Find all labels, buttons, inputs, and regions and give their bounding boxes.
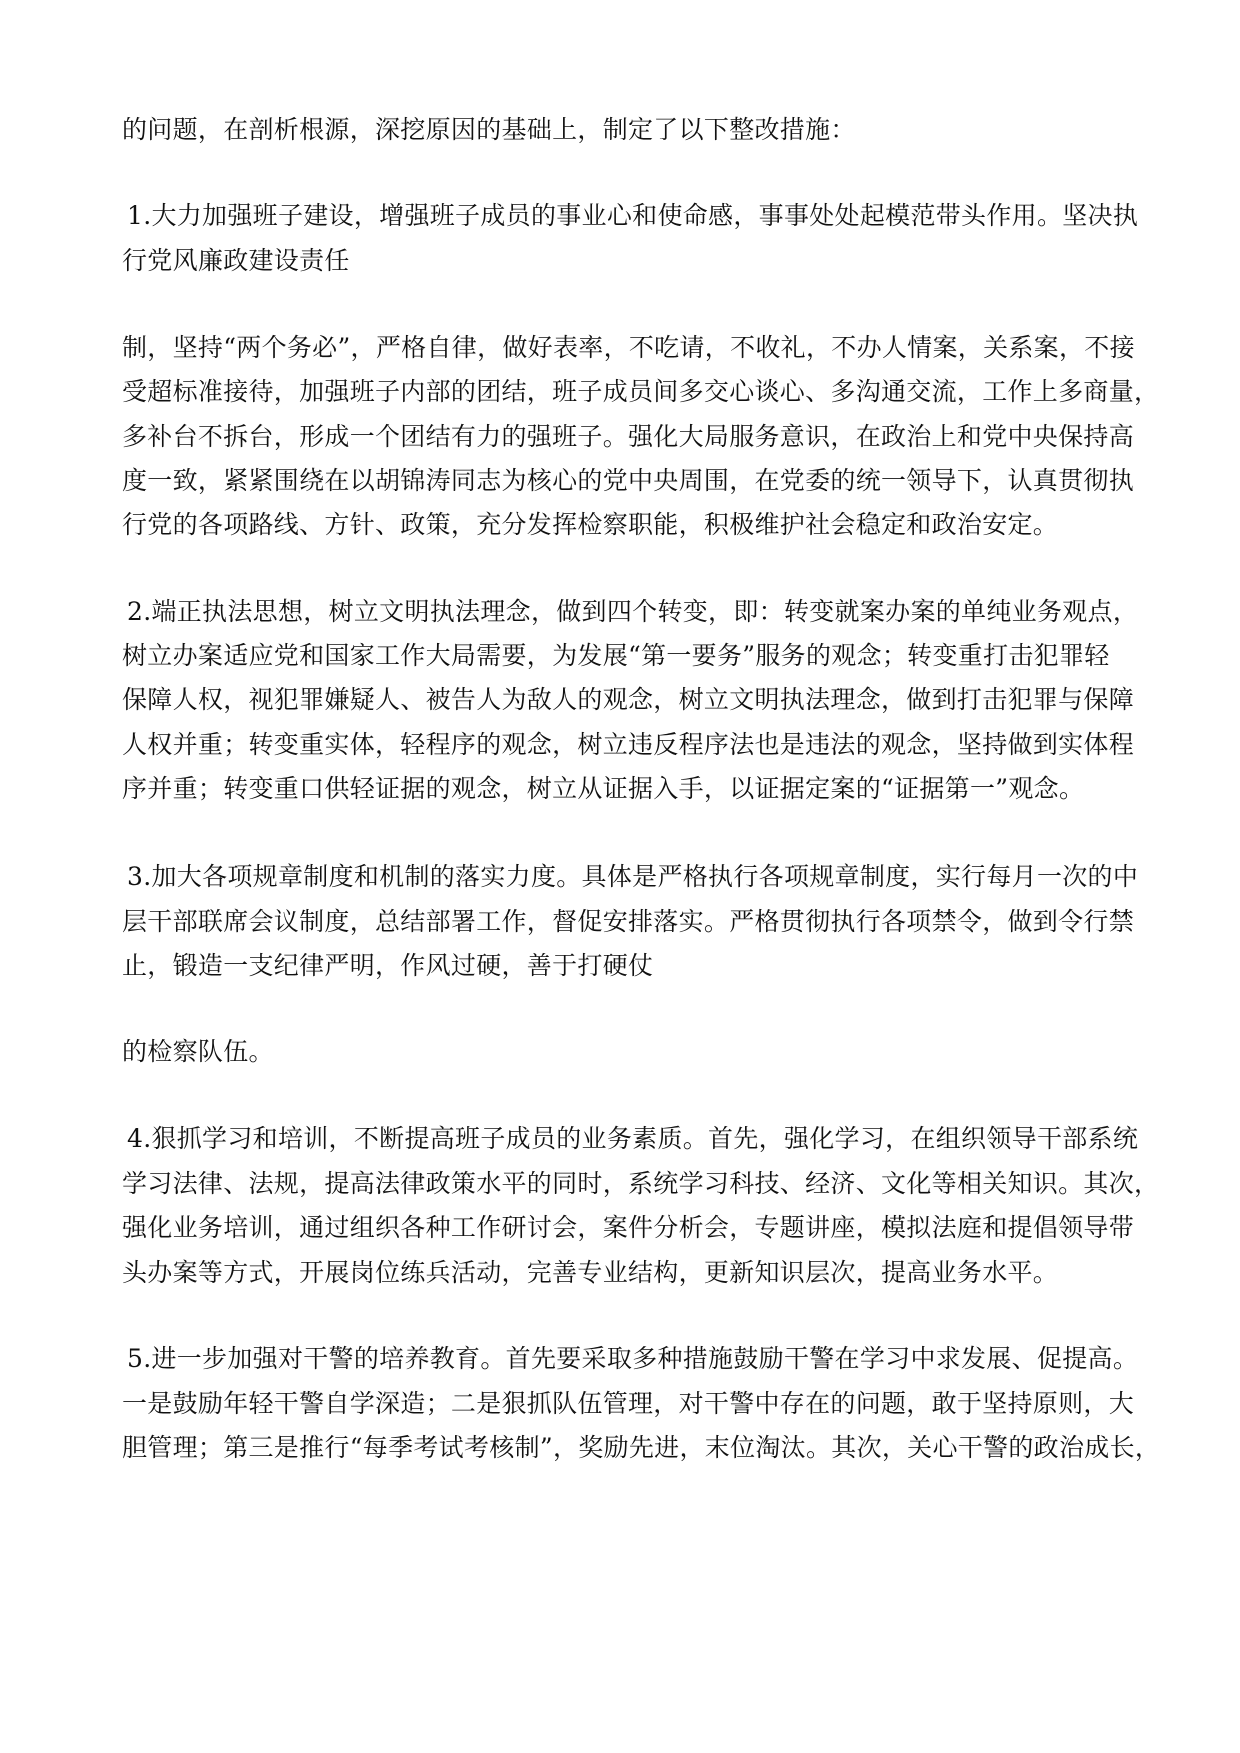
text-line: 多补台不拆台，形成一个团结有力的强班子。强化大局服务意识，在政治上和党中央保持高 xyxy=(122,422,1135,451)
text-line: 3.加大各项规章制度和机制的落实力度。具体是严格执行各项规章制度，实行每月一次的中 xyxy=(127,862,1139,891)
text-line: 受超标准接待，加强班子内部的团结，班子成员间多交心谈心、多沟通交流，工作上多商量， xyxy=(122,377,1160,406)
text-line: 制，坚持“两个务必”，严格自律，做好表率，不吃请，不收礼，不办人情案，关系案，不接 xyxy=(122,333,1135,362)
text-line: 人权并重；转变重实体，轻程序的观念，树立违反程序法也是违法的观念，坚持做到实体程 xyxy=(122,730,1135,759)
text-line: 1.大力加强班子建设，增强班子成员的事业心和使命感，事事处处起模范带头作用。坚决执 xyxy=(127,201,1139,230)
text-line: 5.进一步加强对干警的培养教育。首先要采取多种措施鼓励干警在学习中求发展、促提高。 xyxy=(127,1344,1139,1373)
text-line: 学习法律、法规，提高法律政策水平的同时，系统学习科技、经济、文化等相关知识。其次， xyxy=(122,1169,1160,1198)
text-line: 层干部联席会议制度，总结部署工作，督促安排落实。严格贯彻执行各项禁令，做到令行禁 xyxy=(122,907,1135,936)
text-line: 强化业务培训，通过组织各种工作研讨会，案件分析会，专题讲座，模拟法庭和提倡领导带 xyxy=(122,1213,1135,1242)
text-line: 行党风廉政建设责任 xyxy=(122,246,350,275)
text-line: 保障人权，视犯罪嫌疑人、被告人为敌人的观念，树立文明执法理念，做到打击犯罪与保障 xyxy=(122,685,1135,714)
text-line: 度一致，紧紧围绕在以胡锦涛同志为核心的党中央周围，在党委的统一领导下，认真贯彻执 xyxy=(122,466,1135,495)
text-line: 序并重；转变重口供轻证据的观念，树立从证据入手，以证据定案的“证据第一”观念。 xyxy=(122,774,1085,803)
text-line: 的问题，在剖析根源，深挖原因的基础上，制定了以下整改措施： xyxy=(122,115,856,144)
text-line: 2.端正执法思想，树立文明执法理念，做到四个转变，即：转变就案办案的单纯业务观点， xyxy=(127,597,1139,626)
text-line: 行党的各项路线、方针、政策，充分发挥检察职能，积极维护社会稳定和政治安定。 xyxy=(122,510,1059,539)
text-line: 止，锻造一支纪律严明，作风过硬，善于打硬仗 xyxy=(122,951,654,980)
text-line: 树立办案适应党和国家工作大局需要，为发展“第一要务”服务的观念；转变重打击犯罪轻 xyxy=(122,641,1110,670)
text-line: 头办案等方式，开展岗位练兵活动，完善专业结构，更新知识层次，提高业务水平。 xyxy=(122,1258,1059,1287)
text-line: 胆管理；第三是推行“每季考试考核制”，奖励先进，末位淘汰。其次，关心干警的政治成长， xyxy=(122,1433,1161,1462)
text-line: 4.狠抓学习和培训，不断提高班子成员的业务素质。首先，强化学习，在组织领导干部系统 xyxy=(127,1124,1139,1153)
text-line: 的检察队伍。 xyxy=(122,1037,274,1066)
text-line: 一是鼓励年轻干警自学深造；二是狠抓队伍管理，对干警中存在的问题，敢于坚持原则，大 xyxy=(122,1389,1135,1418)
